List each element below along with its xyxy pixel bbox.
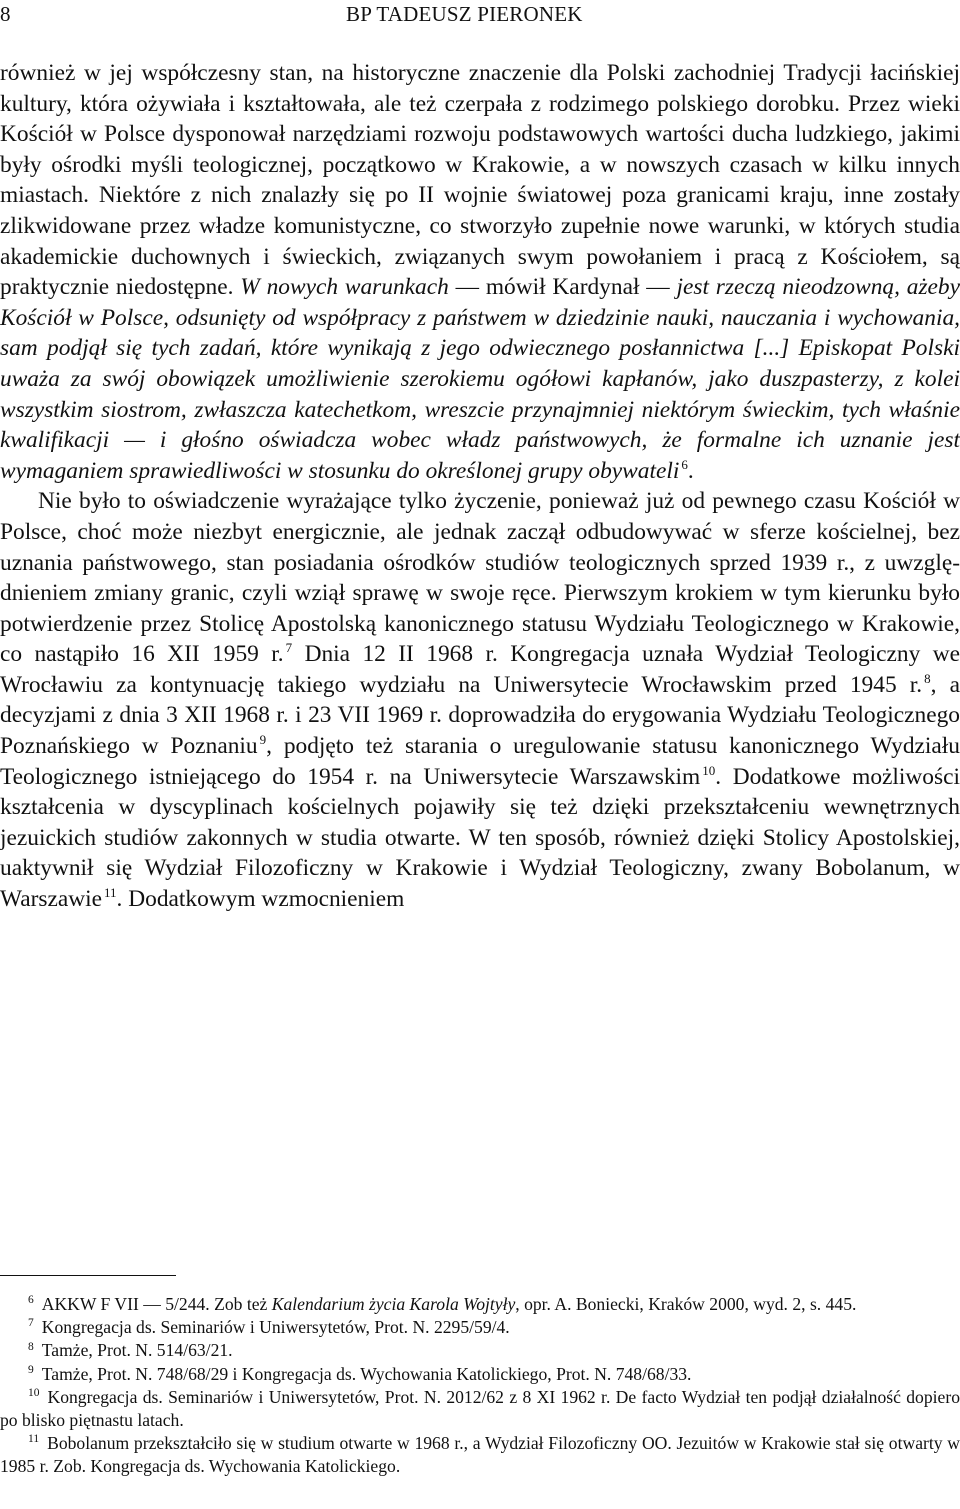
footnote-text: AKKW F VII — 5/244. Zob też (41, 1294, 272, 1314)
footnote-number: 8 (28, 1340, 34, 1353)
paragraph-1-attribution: — mówił Kardynał — (448, 274, 677, 301)
paragraph-2-text-4: , podjęto też starania o uregulowanie statusu kanonicznego Wydziału Teologicznego istniejącego do 1954 r. na Uniwersytecie Warszawskim (0, 733, 960, 790)
footnote-7 (0, 1316, 960, 1339)
footnote-italic-title: Kalendarium życia Karola Wojtyły (271, 1294, 516, 1314)
footnote-number: 7 (28, 1317, 34, 1330)
paragraph-2-text-5: . Dodatkowe możliwości kształcenia w dyscyplinach kościelnych pojawiły się też dzięki przekształceniu wewnętrznych jezuickich studiów zakonnych w studia otwarte. W ten sposób, również dzięki Stolicy Apostolskiej, uaktywnił się Wydział Filozoficzny w Krakowie i Wydział Teologiczny, zwany Bobolanum, w Warszawie (0, 763, 960, 913)
footnote-11 (0, 1432, 960, 1478)
footnote-8 (0, 1339, 960, 1362)
paragraph-1 (0, 58, 960, 486)
footnote-ref-9[interactable]: 9 (259, 732, 267, 748)
footnote-number: 6 (28, 1294, 34, 1307)
footnote-10 (0, 1386, 960, 1432)
footnotes (0, 1293, 960, 1479)
paragraph-2 (0, 486, 960, 914)
paragraph-2-text-1: Nie było to oświadczenie wyrażające tylko życzenie, ponieważ już od pewnego czasu Kościół w Polsce, choć może niezbyt energicznie, ale jednak zaczął odbudowywać w sferze kościelnej, bez uznania państwowego, stan posiadania ośrodków studiów teologicznych sprzed 1939 r., z uwzględnieniem zmiany granic, czyli wziął sprawę w swoje ręce. Pierwszym krokiem w tym kierunku było potwierdzenie przez Stolicę Apostolską kanonicznego statusu Wydziału Teologicznego w Krakowie, co nastąpiło 16 XII 1959 r. (0, 488, 960, 668)
quote-fragment-1: W nowych warunkach (240, 274, 449, 301)
footnote-text: Kongregacja ds. Seminariów i Uniwersytetów, Prot. N. 2295/59/4. (41, 1317, 510, 1338)
footnote-ref-6[interactable]: 6 (681, 456, 688, 472)
footnote-ref-10[interactable]: 10 (702, 762, 716, 778)
footnote-ref-7[interactable]: 7 (285, 640, 293, 656)
page-header (0, 2, 960, 30)
footnote-number: 11 (28, 1433, 40, 1446)
footnote-ref-8[interactable]: 8 (924, 671, 931, 687)
footnote-text: Bobolanum przekształciło się w studium otwarte w 1968 r., a Wydział Filozoficzny OO. Jezuitów w Krakowie stał się otwarty w 1985 r. Zob. Kongregacja ds. Wychowania Katolickiego. (0, 1433, 960, 1477)
main-text (0, 58, 960, 915)
footnote-9 (0, 1363, 960, 1386)
running-title: BP TADEUSZ PIERONEK (346, 2, 583, 26)
footnote-text-end: , opr. A. Boniecki, Kraków 2000, wyd. 2, s. 445. (515, 1294, 857, 1314)
footnote-text: Tamże, Prot. N. 748/68/29 i Kongregacja ds. Wychowania Katolickiego, Prot. N. 748/68/33. (41, 1363, 692, 1384)
footnote-divider (0, 1275, 176, 1276)
footnote-text: Kongregacja ds. Seminariów i Uniwersytetów, Prot. N. 2012/62 z 8 XI 1962 r. De facto Wydział ten podjął działalność dopiero po blisko piętnastu latach. (0, 1386, 960, 1431)
footnote-ref-11[interactable]: 11 (104, 885, 117, 901)
quote-fragment-2: jest rzeczą nieodzowną, ażeby Kościół w Polsce, odsunięty od współpracy z państwem w dziedzinie nauki, nauczania i wychowania, sam podjął się tych zadań, które wynikają z jego odwiecznego posłannictwa [...] Episkopat Polski uważa za swój obowiązek umożliwienie szerokiemu ogółowi kapłanów, jako duszpasterzy, z kolei wszystkim siostrom, zwłaszcza katechetkom, wreszcie przynajmniej niektórym świeckim, tych właśnie kwalifikacji — i głośno oświadcza wobec władz państwowych, że formalne ich uznanie jest wymaganiem sprawiedliwości w stosunku do określonej grupy obywateli (0, 274, 960, 484)
page-number: 8 (0, 2, 11, 26)
paragraph-1-text: również w jej współczesny stan, na historyczne znaczenie dla Polski zachodniej Tradycji łacińskiej kultury, która ożywiała i kształtowała, ale też czerpała z rodzimego polskiego dorobku. Przez wieki Kościół w Polsce dysponował narzędziami rozwoju podstawowych wartości ducha ludzkiego, jakimi były ośrodki myśli teologicznej, początkowo w Krakowie, a w nowszych czasach w kilku innych miastach. Niektóre z nich znalazły się po II wojnie światowej poza granicami kraju, inne zostały zlikwidowane przez władze komunistyczne, co stworzyło zupełnie nowe warunki, w których studia akademickie duchownych i świeckich, związanych swym powołaniem i pracą z Kościołem, są praktycznie niedostępne. (0, 60, 960, 301)
footnote-text: Tamże, Prot. N. 514/63/21. (41, 1340, 233, 1361)
paragraph-2-text-2: Dnia 12 II 1968 r. Kongregacja uznała Wydział Teologiczny we Wrocławiu za kontynuację takiego wydziału na Uniwersytecie Wrocławskim przed 1945 r. (0, 641, 960, 698)
paragraph-2-text-6: . Dodatkowym wzmocnieniem (116, 886, 405, 913)
paragraph-2-text-3: , a decyzjami z dnia 3 XII 1968 r. i 23 VII 1969 r. doprowadziła do erygowania Wydziału Teologicznego Poznańskiego w Poznaniu (0, 671, 960, 760)
footnote-number: 10 (28, 1386, 40, 1399)
footnote-6 (0, 1293, 960, 1316)
paragraph-1-end: . (687, 457, 694, 484)
footnote-number: 9 (28, 1363, 34, 1376)
